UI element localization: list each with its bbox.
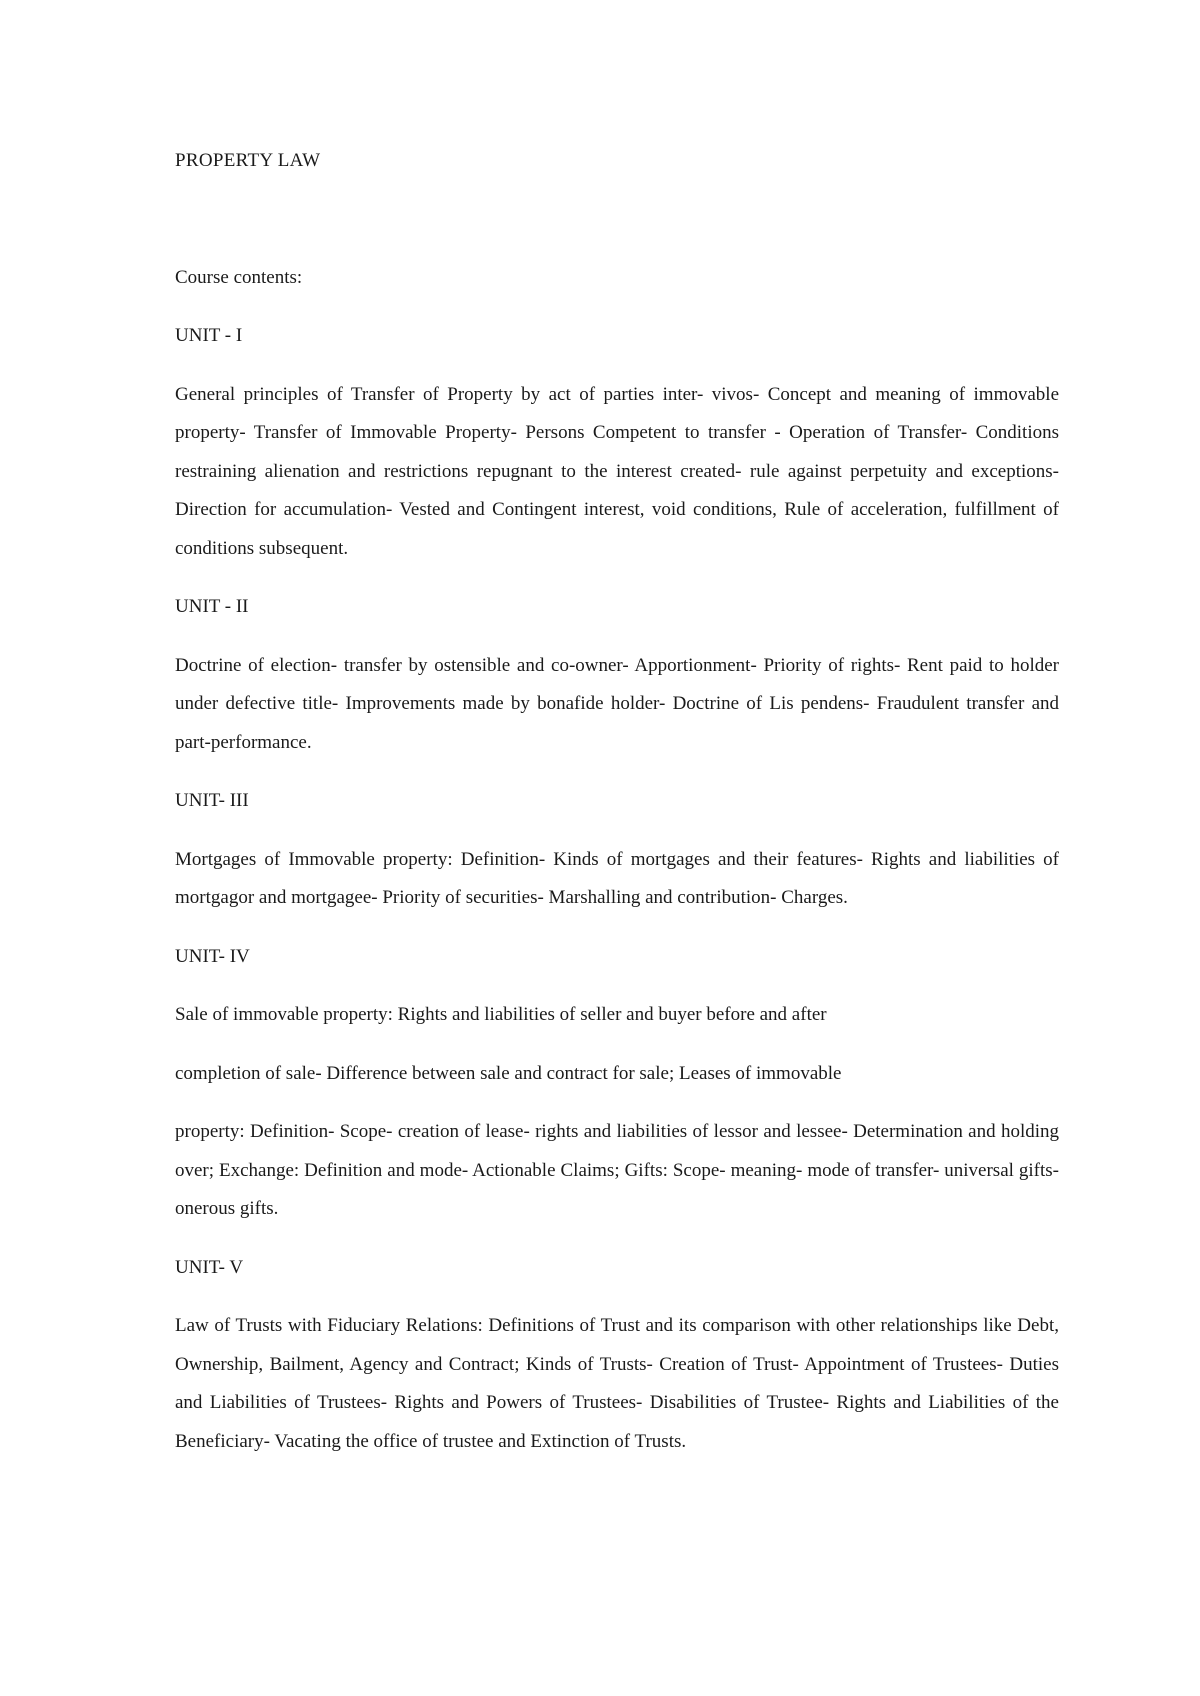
unit-paragraph: property: Definition- Scope- creation of lease- rights and liabilities of lessor and lessee- Determination and holding over; Exchange: Definition and mode- Actionable Claims; Gifts: Scope- meaning- mode of transfer- universal gifts- onerous gifts.	[175, 1121, 1059, 1219]
unit-paragraph: Mortgages of Immovable property: Definition- Kinds of mortgages and their features- Rights and liabilities of mortgagor and mortgagee- Priority of securities- Marshalling and contribution- Charges.	[175, 848, 1059, 908]
unit-heading: UNIT- III	[175, 790, 249, 811]
unit-paragraph: Law of Trusts with Fiduciary Relations: Definitions of Trust and its comparison with other relationships like Debt, Ownership, Bailment, Agency and Contract; Kinds of Trusts- Creation of Trust- Appointment of Trustees- Duties and Liabilities of Trustees- Rights and Powers of Trustees- Disabilities of Trustee- Rights and Liabilities of the Beneficiary- Vacating the office of trustee and Extinction of Trusts.	[175, 1315, 1059, 1452]
unit-paragraph: completion of sale- Difference between sale and contract for sale; Leases of immovable	[175, 1062, 842, 1084]
unit-heading: UNIT- V	[175, 1256, 244, 1278]
unit-section-3	[175, 782, 1059, 918]
unit-paragraph: Doctrine of election- transfer by ostensible and co-owner- Apportionment- Priority of rights- Rent paid to holder under defective title- Improvements made by bonafide holder- Doctrine of Lis pendens- Fraudulent transfer and part-performance.	[175, 654, 1059, 753]
unit-section-2	[175, 588, 1059, 762]
unit-section-4	[175, 938, 1059, 1229]
course-contents-label: Course contents:	[175, 266, 303, 288]
unit-paragraph: General principles of Transfer of Property by act of parties inter- vivos- Concept and meaning of immovable property- Transfer of Immovable Property- Persons Competent to transfer - Operation of Transfer- Conditions restraining alienation and restrictions repugnant to the interest created- rule against perpetuity and exceptions- Direction for accumulation- Vested and Contingent interest, void conditions, Rule of acceleration, fulfillment of conditions subsequent.	[175, 383, 1059, 559]
unit-heading: UNIT - II	[175, 596, 249, 617]
document-title: PROPERTY LAW	[175, 150, 321, 171]
unit-heading: UNIT- IV	[175, 945, 250, 967]
unit-heading: UNIT - I	[175, 325, 243, 346]
unit-section-5	[175, 1249, 1059, 1462]
unit-paragraph: Sale of immovable property: Rights and liabilities of seller and buyer before and after	[175, 1004, 827, 1025]
unit-section-1	[175, 317, 1059, 568]
document-page	[175, 142, 1059, 1461]
